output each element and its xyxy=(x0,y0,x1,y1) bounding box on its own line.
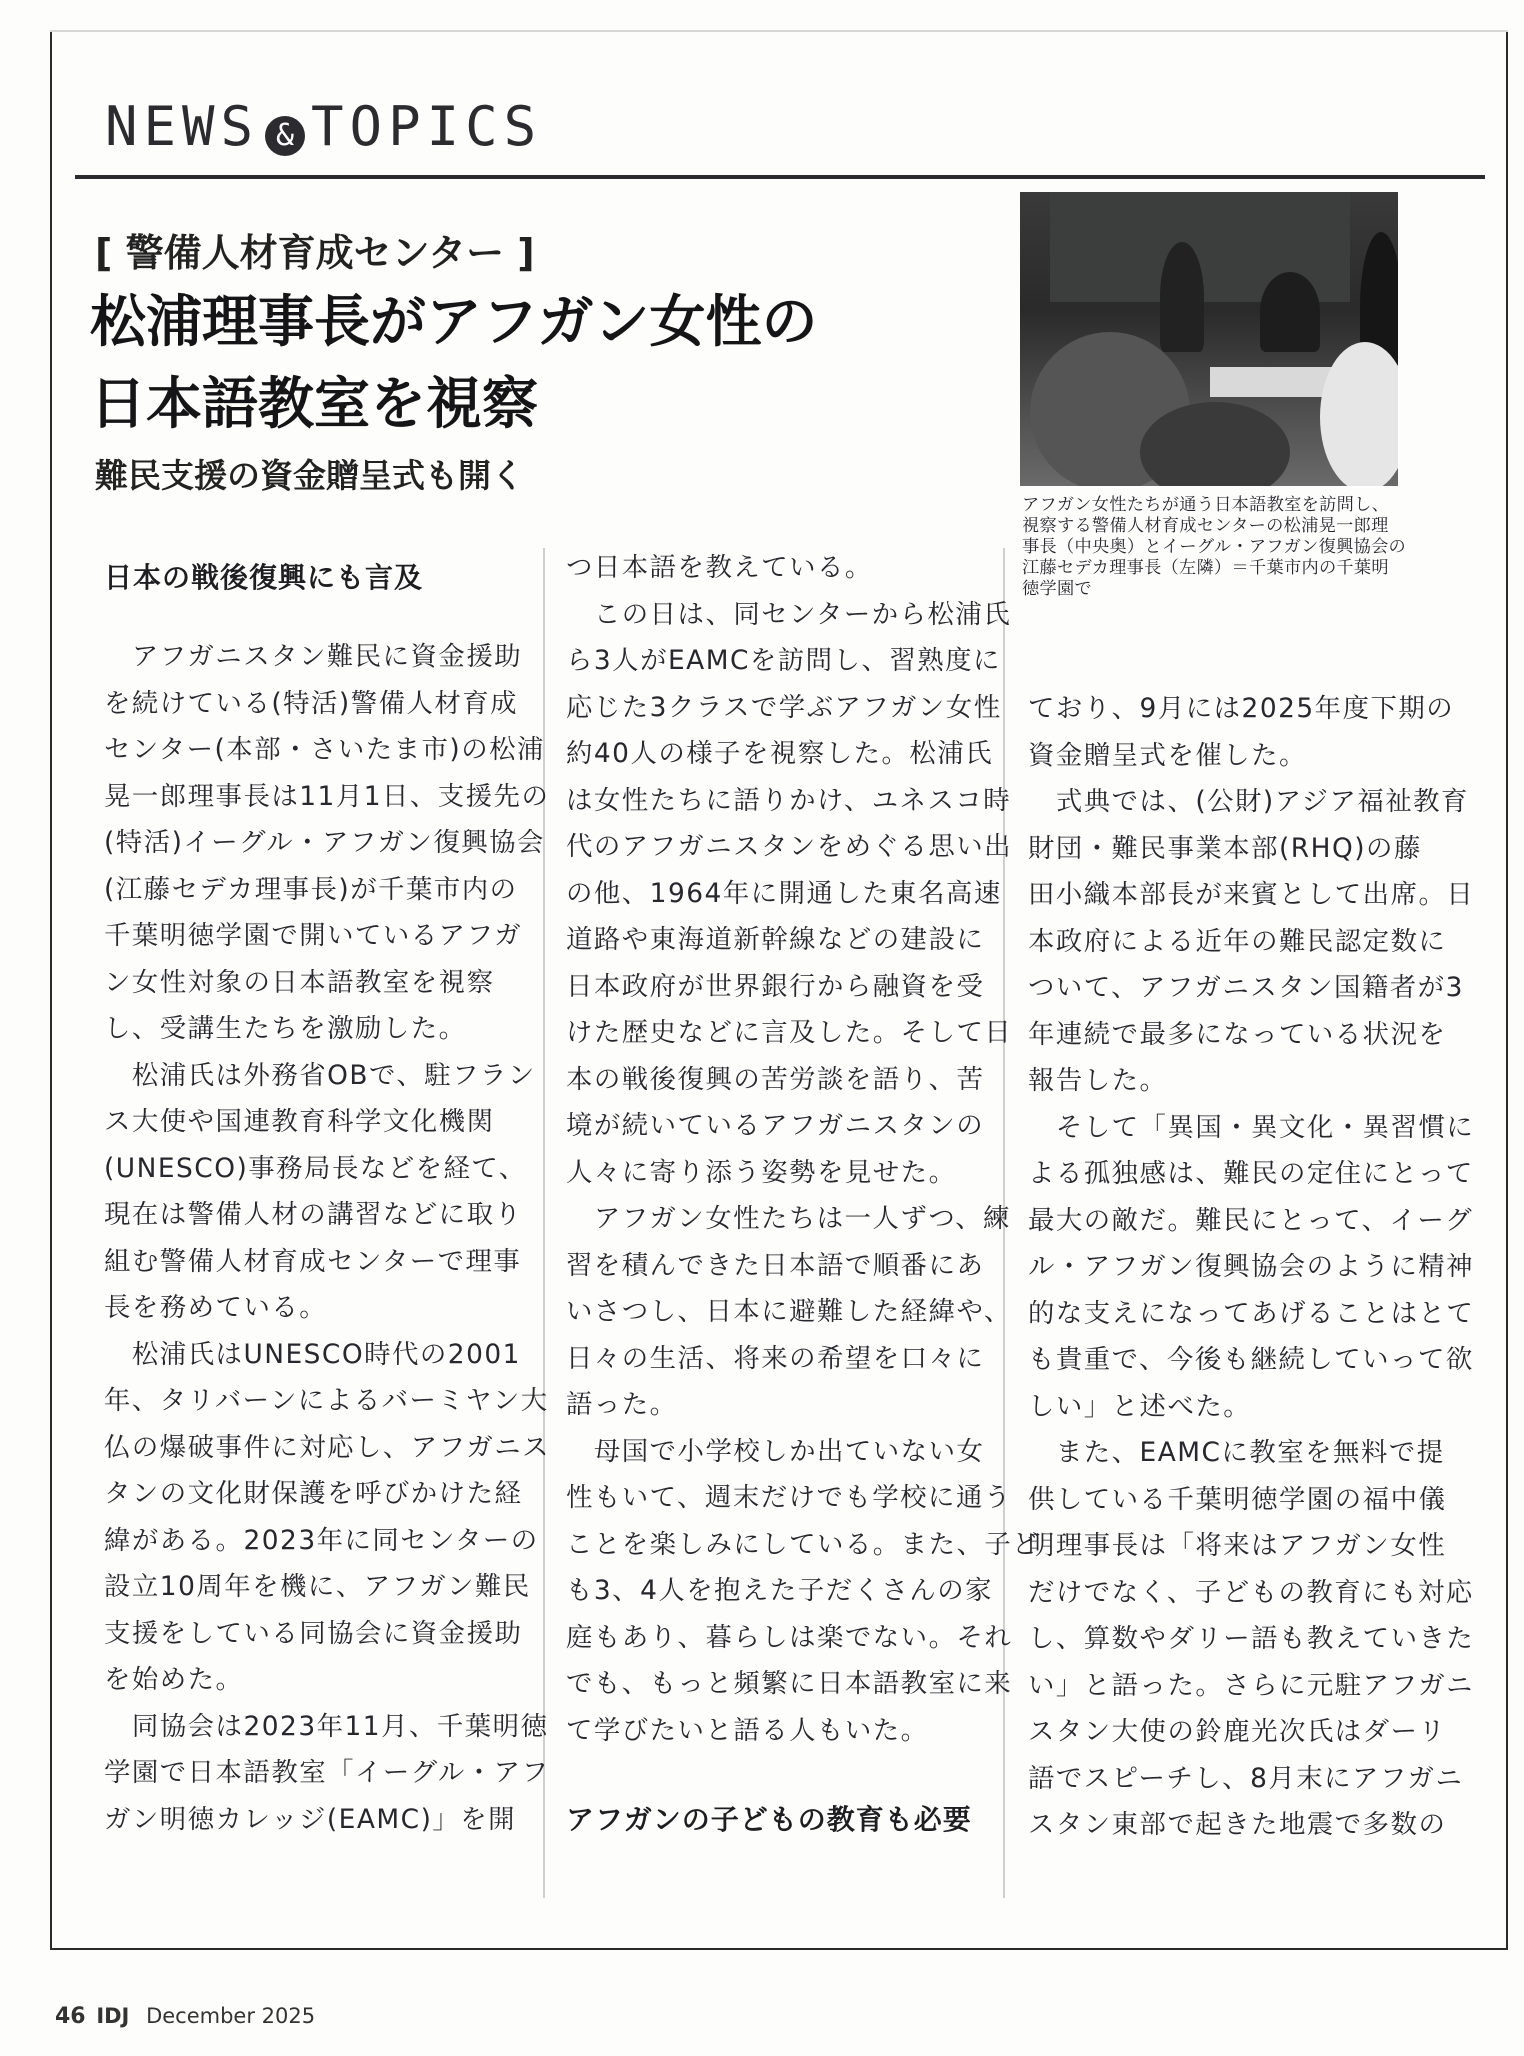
headline-line: 日本語教室を視察 xyxy=(90,372,538,437)
article-subhead: 難民支援の資金贈呈式も開く xyxy=(95,456,524,495)
body-line: スタン大使の鈴鹿光次氏はダーリ xyxy=(1028,1716,1447,1747)
body-line: 千葉明徳学園で開いているアフガ xyxy=(104,920,523,951)
body-line: 語った。 xyxy=(566,1389,678,1420)
section-part2: TOPICS xyxy=(311,95,543,158)
photo-person xyxy=(1320,342,1398,486)
publication-name: IDJ xyxy=(96,2004,130,2028)
body-line: 本政府による近年の難民認定数に xyxy=(1028,925,1447,957)
body-line: ことを楽しみにしている。また、子ど xyxy=(566,1528,1041,1560)
body-line: アフガン女性たちは一人ずつ、練 xyxy=(566,1203,1011,1234)
body-line: 約40人の様子を視察した。松浦氏 xyxy=(566,738,994,769)
body-line: アフガニスタン難民に資金援助 xyxy=(104,641,523,672)
body-line: 境が続いているアフガニスタンの xyxy=(566,1110,985,1141)
body-line: センター(本部・さいたま市)の松浦 xyxy=(104,734,545,765)
column-3 xyxy=(1028,686,1474,1849)
body-line: 田小織本部長が来賓として出席。日 xyxy=(1028,879,1475,910)
body-line: 仏の爆破事件に対応し、アフガニス xyxy=(104,1431,550,1463)
body-line: スタン東部で起きた地震で多数の xyxy=(1028,1809,1447,1840)
photo-person xyxy=(1160,242,1204,352)
body-line: 供している千葉明徳学園の福中儀 xyxy=(1028,1483,1447,1515)
body-line: けた歴史などに言及した。そして日 xyxy=(566,1017,1013,1048)
page-number: 46 xyxy=(55,2004,86,2029)
body-line: て学びたいと語る人もいた。 xyxy=(566,1714,929,1746)
column-subheading: アフガンの子どもの教育も必要 xyxy=(566,1803,972,1836)
body-line: ており、9月には2025年度下期の xyxy=(1028,693,1455,724)
caption-line: 江藤セデカ理事長（左隣）＝千葉市内の千葉明 xyxy=(1022,558,1389,578)
column-1 xyxy=(104,555,550,1835)
body-line: (江藤セデカ理事長)が千葉市内の xyxy=(104,873,518,905)
body-line: 日々の生活、将来の希望を口々に xyxy=(566,1342,985,1374)
body-line: ス大使や国連教育科学文化機関 xyxy=(104,1106,495,1137)
body-line: 年連続で最多になっている状況を xyxy=(1028,1018,1447,1050)
body-line: を始めた。 xyxy=(104,1664,244,1695)
body-line: (特活)イーグル・アフガン復興協会 xyxy=(104,827,545,858)
body-line: また、EAMCに教室を無料で提 xyxy=(1028,1437,1445,1468)
column-subheading: 日本の戦後復興にも言及 xyxy=(104,561,424,594)
body-line: 日本政府が世界銀行から融資を受 xyxy=(566,970,985,1002)
body-line: 母国で小学校しか出ていない女 xyxy=(566,1435,985,1467)
issue-date: December 2025 xyxy=(146,2004,316,2028)
body-line: の他、1964年に開通した東名高速 xyxy=(566,877,1002,909)
caption-line: 徳学園で xyxy=(1022,579,1092,599)
body-line: 年、タリバーンによるバーミヤン大 xyxy=(104,1385,549,1416)
body-line: つ日本語を教えている。 xyxy=(566,552,873,583)
article-photo xyxy=(1020,192,1398,486)
body-line: 人々に寄り添う姿勢を見せた。 xyxy=(566,1156,957,1188)
body-line: 庭もあり、暮らしは楽でない。それ xyxy=(566,1621,1013,1653)
column-1-body xyxy=(104,634,550,1843)
column-2-body xyxy=(566,545,1040,1754)
article-headline xyxy=(90,282,817,446)
caption-line: 視察する警備人材育成センターの松浦晃一郎理 xyxy=(1022,516,1389,536)
body-line: 習を積んできた日本語で順番にあ xyxy=(566,1249,985,1281)
body-line: も貴重で、今後も継続していって欲 xyxy=(1028,1344,1474,1375)
ampersand-badge: & xyxy=(265,116,305,156)
body-line: は女性たちに語りかけ、ユネスコ時 xyxy=(566,784,1012,816)
body-line: 応じた3クラスで学ぶアフガン女性 xyxy=(566,691,1002,723)
body-line: 最大の敵だ。難民にとって、イーグ xyxy=(1028,1204,1474,1236)
body-line: 本の戦後復興の苦労談を語り、苦 xyxy=(566,1063,985,1095)
body-line: ついて、アフガニスタン国籍者が3 xyxy=(1028,972,1464,1003)
body-line: 式典では、(公財)アジア福祉教育 xyxy=(1028,786,1469,817)
body-line: タンの文化財保護を呼びかけた経 xyxy=(104,1478,523,1509)
body-line: 道路や東海道新幹線などの建設に xyxy=(566,924,985,955)
caption-line: 事長（中央奥）とイーグル・アフガン復興協会の xyxy=(1022,537,1407,557)
body-line: ル・アフガン復興協会のように精神 xyxy=(1028,1251,1474,1282)
body-line: 組む警備人材育成センターで理事 xyxy=(104,1245,522,1277)
body-line: でも、もっと頻繁に日本語教室に来 xyxy=(566,1668,1013,1699)
body-line: 的な支えになってあげることはとて xyxy=(1028,1297,1475,1329)
body-line: 代のアフガニスタンをめぐる思い出 xyxy=(566,831,1012,862)
body-line: ら3人がEAMCを訪問し、習熟度に xyxy=(566,645,1001,676)
body-line: ン女性対象の日本語教室を視察 xyxy=(104,966,495,998)
body-line: (UNESCO)事務局長などを経て、 xyxy=(104,1152,527,1184)
body-line: い」と語った。さらに元駐アフガニ xyxy=(1028,1669,1474,1701)
body-line: 現在は警備人材の講習などに取り xyxy=(104,1199,523,1230)
body-line: 性もいて、週末だけでも学校に通う xyxy=(566,1482,1012,1513)
body-line: 長を務めている。 xyxy=(104,1292,328,1323)
headline-line: 松浦理事長がアフガン女性の xyxy=(90,290,818,355)
body-line: 緯がある。2023年に同センターの xyxy=(104,1524,539,1556)
body-line: 報告した。 xyxy=(1028,1065,1168,1096)
body-line: 学園で日本語教室「イーグル・アフ xyxy=(104,1757,550,1788)
body-line: 財団・難民事業本部(RHQ)の藤 xyxy=(1028,832,1422,864)
body-line: 松浦氏は外務省OBで、駐フラン xyxy=(104,1059,536,1091)
body-line: だけでなく、子どもの教育にも対応 xyxy=(1028,1576,1474,1608)
article-kicker: [ 警備人材育成センター ] xyxy=(95,231,535,275)
body-line: 資金贈呈式を催した。 xyxy=(1028,739,1307,771)
body-line: よる孤独感は、難民の定住にとって xyxy=(1028,1158,1474,1189)
body-line: しい」と述べた。 xyxy=(1028,1390,1252,1422)
body-line: そして「異国・異文化・異習慣に xyxy=(1028,1111,1475,1143)
body-line: ガン明徳カレッジ(EAMC)」を開 xyxy=(104,1803,517,1835)
header-rule xyxy=(75,175,1485,179)
top-rule xyxy=(50,30,1508,32)
body-line: 支援をしている同協会に資金援助 xyxy=(104,1617,523,1649)
body-line: 松浦氏はUNESCO時代の2001 xyxy=(104,1338,521,1370)
photo-person xyxy=(1260,272,1320,352)
body-line: 設立10周年を機に、アフガン難民 xyxy=(104,1571,531,1602)
body-line: 晃一郎理事長は11月1日、支援先の xyxy=(104,780,550,812)
body-line: し、受講生たちを激励した。 xyxy=(104,1013,467,1044)
body-line: も3、4人を抱えた子だくさんの家 xyxy=(566,1575,994,1606)
page-footer xyxy=(55,2004,315,2029)
section-part1: NEWS xyxy=(105,95,260,158)
caption-line: アフガン女性たちが通う日本語教室を訪問し、 xyxy=(1022,495,1390,515)
section-header xyxy=(105,95,543,158)
body-line: を続けている(特活)警備人材育成 xyxy=(104,687,519,719)
body-line: 語でスピーチし、8月末にアフガニ xyxy=(1028,1762,1464,1794)
column-3-body xyxy=(1028,686,1474,1849)
body-line: し、算数やダリー語も教えていきた xyxy=(1028,1623,1475,1654)
body-line: この日は、同センターから松浦氏 xyxy=(566,598,1012,630)
photo-caption xyxy=(1022,495,1440,600)
body-line: いさつし、日本に避難した経緯や、 xyxy=(566,1296,1012,1327)
body-line: 明理事長は「将来はアフガン女性 xyxy=(1028,1530,1447,1561)
body-line: 同協会は2023年11月、千葉明徳 xyxy=(104,1710,549,1742)
column-2 xyxy=(566,545,1041,1836)
